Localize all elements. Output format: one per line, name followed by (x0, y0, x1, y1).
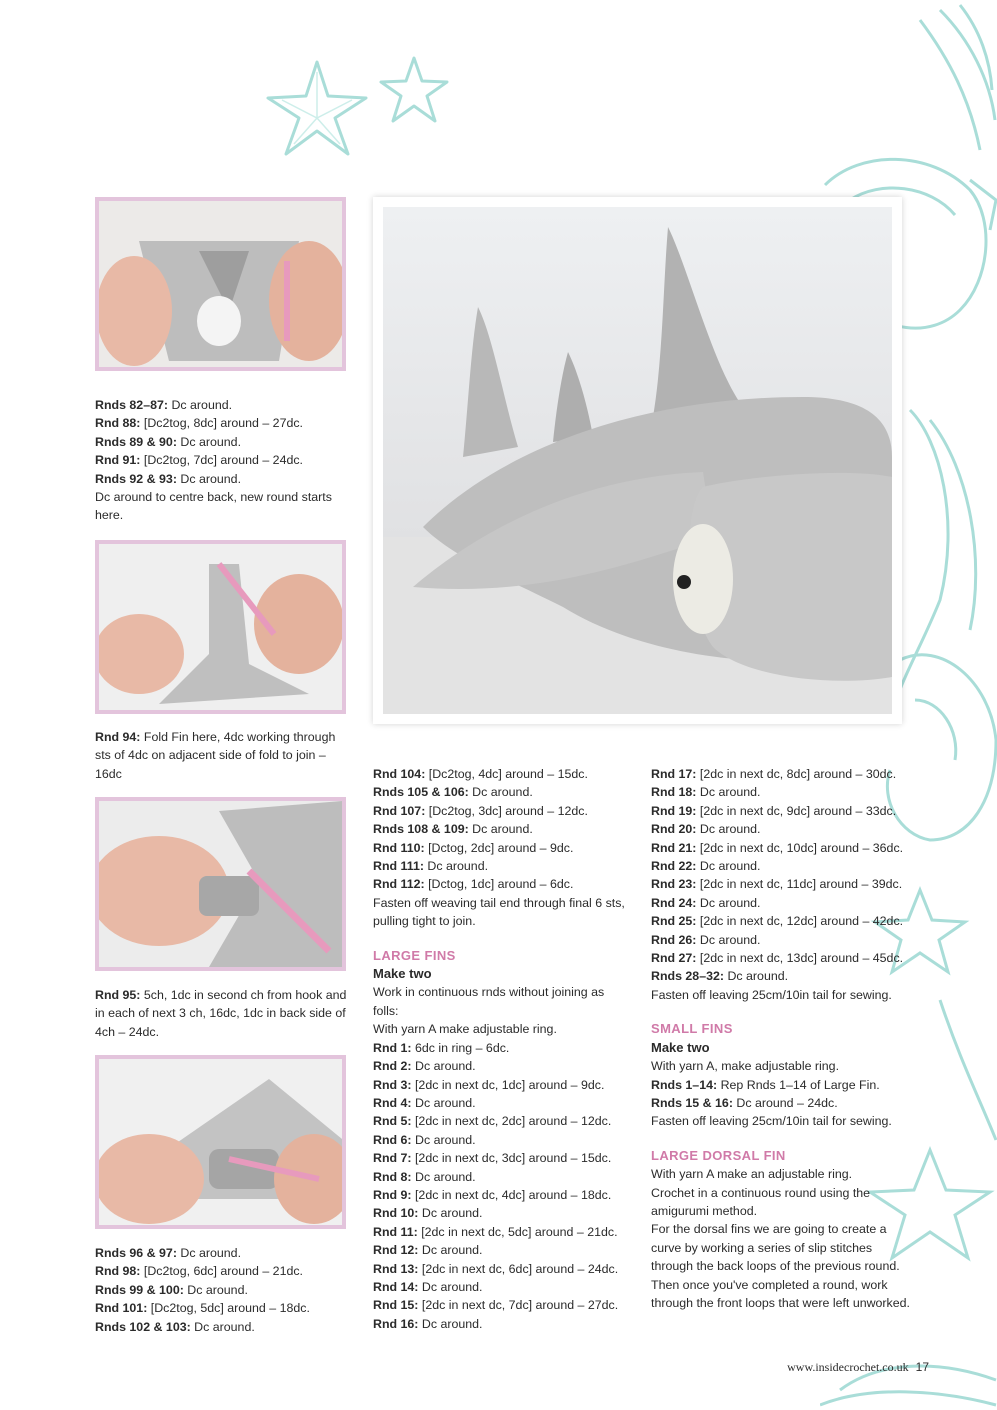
round-label: Rnd 25: (651, 914, 697, 929)
instruction-line (373, 1149, 633, 1167)
instruction-line (373, 1278, 633, 1296)
round-text: Dc around. (418, 1206, 483, 1221)
round-label: Rnd 95: (95, 988, 141, 1002)
round-text: Dc around. (468, 822, 533, 837)
round-label: Rnd 110: (373, 840, 425, 855)
instruction-line (95, 1299, 350, 1317)
round-label: Rnd 16: (373, 1316, 419, 1331)
round-label: Rnds 99 & 100: (95, 1282, 184, 1297)
round-text: Dc around. (176, 471, 242, 486)
instruction-line (373, 1020, 633, 1038)
round-text: [2dc in next dc, 2dc] around – 12dc. (411, 1114, 612, 1129)
instruction-line (651, 1094, 913, 1112)
round-label: Rnd 11: (373, 1224, 418, 1239)
round-text: [2dc in next dc, 7dc] around – 27dc. (418, 1298, 619, 1313)
round-text: Fold Fin here, 4dc working through sts of 4dc on adjacent side of fold to join – 16dc (95, 730, 336, 781)
round-text: Dc around. (183, 1282, 248, 1297)
instruction-line (651, 986, 913, 1004)
instruction-line (95, 433, 350, 451)
instruction-line (373, 1296, 633, 1314)
round-label: Rnds 102 & 103: (95, 1319, 191, 1334)
round-label: Rnd 24: (651, 895, 697, 910)
round-label: Rnd 4: (373, 1095, 412, 1110)
round-label: Rnd 104: (373, 767, 426, 781)
round-label: Rnd 101: (95, 1301, 148, 1316)
round-text: [2dc in next dc, 6dc] around – 24dc. (418, 1261, 619, 1276)
round-text: [Dc2tog, 6dc] around – 21dc. (140, 1264, 303, 1279)
round-text: [2dc in next dc, 4dc] around – 18dc. (411, 1187, 612, 1202)
instruction-line (651, 1112, 913, 1130)
rounds-82-93 (95, 396, 350, 525)
instruction-line (373, 1315, 633, 1333)
instruction-line (373, 1039, 633, 1057)
crochet-hands-illustration-icon (99, 544, 342, 710)
round-text: For the dorsal fins we are going to create a curve by working a series of slip stitches through the back loops of the previous round. Then once you've completed a round, work through the front loops that were left unworked. (651, 1222, 910, 1310)
instruction-line (373, 894, 633, 931)
step-photo-4 (95, 1055, 346, 1229)
round-label: Rnd 107: (373, 803, 426, 818)
round-label: Rnd 18: (651, 785, 697, 800)
instruction-line (651, 857, 913, 875)
round-text: Dc around. (411, 1132, 476, 1147)
round-text: Dc around. (418, 1243, 483, 1258)
round-label: Rnd 20: (651, 822, 697, 837)
round-text: Dc around to centre back, new round starts here. (95, 490, 332, 523)
instruction-line (95, 470, 350, 488)
round-text: [2dc in next dc, 9dc] around – 33dc. (696, 803, 897, 818)
round-label: Rnd 94: (95, 730, 141, 744)
instruction-line (651, 1165, 913, 1183)
round-text: Dc around. (418, 1279, 483, 1294)
round-text: [Dc2tog, 8dc] around – 27dc. (140, 416, 303, 431)
large-fins-heading: LARGE FINS (373, 947, 456, 963)
instruction-line (373, 1186, 633, 1204)
round-text: With yarn A make adjustable ring. (373, 1022, 557, 1037)
instruction-line (373, 1204, 633, 1222)
instruction-line (95, 451, 350, 469)
round-label: Rnd 26: (651, 932, 697, 947)
round-text: Rep Rnds 1–14 of Large Fin. (717, 1077, 880, 1092)
round-text: [2dc in next dc, 8dc] around – 30dc. (696, 767, 897, 781)
instruction-line (373, 1057, 633, 1075)
instruction-line (373, 1131, 633, 1149)
instruction-line (651, 1184, 913, 1221)
instruction-line (373, 1076, 633, 1094)
round-text: 5ch, 1dc in second ch from hook and in each of next 3 ch, 16dc, 1dc in back side of 4ch – 24dc. (95, 988, 347, 1039)
instruction-line (95, 1318, 350, 1336)
starfish-decoration-icon (378, 55, 450, 127)
round-text: Dc around. (168, 398, 233, 412)
instructions-column-1-d (95, 1244, 350, 1336)
round-text: Dc around. (190, 1319, 255, 1334)
round-label: Rnds 15 & 16: (651, 1095, 733, 1110)
amigurumi-shark-illustration-icon (383, 207, 892, 714)
round-text: [Dc2tog, 4dc] around – 15dc. (425, 767, 588, 781)
large-fins-rounds (373, 983, 633, 1333)
instruction-line (651, 1057, 913, 1075)
round-label: Rnds 28–32: (651, 969, 725, 984)
round-label: Rnd 17: (651, 767, 697, 781)
round-label: Rnds 89 & 90: (95, 434, 177, 449)
instruction-line (373, 820, 633, 838)
instruction-line (651, 765, 913, 783)
round-label: Rnd 8: (373, 1169, 412, 1184)
instruction-line (373, 857, 633, 875)
round-text: [Dctog, 2dc] around – 9dc. (424, 840, 574, 855)
round-text: Dc around. (696, 785, 761, 800)
round-text: Dc around. (696, 822, 761, 837)
round-label: Rnd 112: (373, 877, 425, 892)
small-fins-heading: SMALL FINS (651, 1021, 733, 1037)
instruction-line (373, 983, 633, 1020)
round-text: Dc around. (411, 1059, 476, 1074)
large-dorsal-fin-heading: LARGE DORSAL FIN (651, 1147, 786, 1163)
round-label: Rnd 15: (373, 1298, 419, 1313)
round-text: With yarn A make an adjustable ring. (651, 1167, 853, 1182)
crochet-hands-illustration-icon (99, 801, 342, 967)
round-label: Rnds 92 & 93: (95, 471, 177, 486)
instruction-line (651, 1220, 913, 1312)
step-photo-2 (95, 540, 346, 714)
round-text: Dc around. (423, 859, 489, 874)
starfish-decoration-icon (262, 58, 372, 158)
instruction-line (651, 1076, 913, 1094)
round-text: [Dc2tog, 3dc] around – 12dc. (425, 803, 588, 818)
step-photo-3 (95, 797, 346, 971)
rounds-104-112 (373, 765, 633, 931)
round-label: Rnds 82–87: (95, 398, 169, 412)
round-text: With yarn A, make adjustable ring. (651, 1059, 840, 1074)
instruction-line (373, 1260, 633, 1278)
instruction-line (95, 396, 350, 414)
round-text: [2dc in next dc, 10dc] around – 36dc. (696, 840, 904, 855)
instruction-line (651, 931, 913, 949)
instruction-line (651, 839, 913, 857)
round-label: Rnd 12: (373, 1243, 419, 1258)
instruction-line (373, 1112, 633, 1130)
instruction-line (373, 783, 633, 801)
round-text: Fasten off leaving 25cm/10in tail for sewing. (651, 1114, 892, 1129)
round-label: Rnd 1: (373, 1040, 412, 1055)
round-label: Rnd 6: (373, 1132, 412, 1147)
instruction-line (95, 414, 350, 432)
instruction-line (651, 912, 913, 930)
round-text: [2dc in next dc, 11dc] around – 39dc. (696, 877, 903, 892)
round-label: Rnd 3: (373, 1077, 412, 1092)
round-text: [2dc in next dc, 12dc] around – 42dc. (696, 914, 904, 929)
round-text: [Dctog, 1dc] around – 6dc. (424, 877, 574, 892)
step-photo-1 (95, 197, 346, 371)
instruction-line (95, 1281, 350, 1299)
instruction-line (373, 1223, 633, 1241)
round-text: [Dc2tog, 7dc] around – 24dc. (140, 453, 303, 468)
round-label: Rnd 7: (373, 1151, 412, 1166)
round-label: Rnd 13: (373, 1261, 419, 1276)
crochet-hands-illustration-icon (99, 1059, 342, 1225)
round-label: Rnds 96 & 97: (95, 1246, 177, 1260)
round-label: Rnds 108 & 109: (373, 822, 469, 837)
round-text: Work in continuous rnds without joining as folls: (373, 985, 605, 1018)
instructions-column-1-c (95, 986, 350, 1041)
round-text: [2dc in next dc, 3dc] around – 15dc. (411, 1151, 612, 1166)
round-label: Rnd 19: (651, 803, 697, 818)
round-label: Rnd 111: (373, 859, 424, 874)
crochet-hands-illustration-icon (99, 201, 342, 367)
instruction-line (95, 728, 350, 783)
round-text: Dc around. (468, 785, 533, 800)
instruction-line (95, 1244, 350, 1262)
rounds-96-103 (95, 1244, 350, 1336)
large-fins-make-two: Make two (373, 966, 432, 982)
round-text: Dc around. (411, 1169, 476, 1184)
round-text: [2dc in next dc, 13dc] around – 45dc. (696, 951, 904, 966)
round-label: Rnd 22: (651, 859, 697, 874)
instruction-line (651, 949, 913, 967)
round-text: Dc around. (696, 859, 761, 874)
round-text: [2dc in next dc, 5dc] around – 21dc. (417, 1224, 618, 1239)
round-text: [Dc2tog, 5dc] around – 18dc. (147, 1301, 310, 1316)
instruction-line (651, 802, 913, 820)
round-text: Fasten off leaving 25cm/10in tail for sewing. (651, 987, 892, 1002)
instruction-line (651, 820, 913, 838)
instruction-line (373, 765, 633, 783)
round-text: Dc around. (696, 895, 761, 910)
small-fins-make-two: Make two (651, 1039, 710, 1055)
hammerhead-shark-photo (373, 197, 902, 724)
round-label: Rnds 105 & 106: (373, 785, 469, 800)
round-text: Dc around. (418, 1316, 483, 1331)
round-94 (95, 728, 350, 783)
round-label: Rnd 2: (373, 1059, 412, 1074)
round-label: Rnd 21: (651, 840, 697, 855)
round-text: [2dc in next dc, 1dc] around – 9dc. (411, 1077, 605, 1092)
round-label: Rnd 10: (373, 1206, 419, 1221)
instruction-line (373, 802, 633, 820)
small-fins-rounds (651, 1057, 913, 1131)
instruction-line (651, 783, 913, 801)
instruction-line (95, 986, 350, 1041)
instruction-line (373, 1168, 633, 1186)
round-label: Rnd 27: (651, 951, 697, 966)
instructions-column-2 (373, 765, 633, 1333)
instruction-line (651, 967, 913, 985)
round-label: Rnd 98: (95, 1264, 141, 1279)
round-label: Rnd 23: (651, 877, 697, 892)
round-text: Crochet in a continuous round using the amigurumi method. (651, 1185, 871, 1218)
instruction-line (95, 1262, 350, 1280)
round-text: Dc around. (724, 969, 789, 984)
round-label: Rnd 9: (373, 1187, 412, 1202)
rounds-17-32 (651, 765, 913, 1004)
round-text: Dc around – 24dc. (732, 1095, 838, 1110)
instruction-line (373, 875, 633, 893)
instruction-line (651, 875, 913, 893)
dorsal-fin-instructions (651, 1165, 913, 1312)
round-text: Fasten off weaving tail end through final 6 sts, pulling tight to join. (373, 895, 625, 929)
instructions-column-1-b (95, 728, 350, 783)
round-label: Rnd 88: (95, 416, 141, 431)
page-number: 17 (915, 1360, 929, 1374)
instruction-line (373, 839, 633, 857)
website-url[interactable]: www.insidecrochet.co.uk (787, 1360, 909, 1374)
round-text: 6dc in ring – 6dc. (411, 1040, 510, 1055)
instruction-line (651, 894, 913, 912)
round-text: Dc around. (176, 434, 242, 449)
round-text: Dc around. (411, 1095, 476, 1110)
round-text: Dc around. (176, 1246, 242, 1260)
instruction-line (373, 1241, 633, 1259)
instruction-line (95, 488, 350, 525)
round-text: Dc around. (696, 932, 761, 947)
instructions-column-3 (651, 765, 913, 1312)
round-label: Rnd 91: (95, 453, 141, 468)
round-label: Rnds 1–14: (651, 1077, 718, 1092)
instructions-column-1 (95, 396, 350, 525)
instruction-line (373, 1094, 633, 1112)
round-label: Rnd 14: (373, 1279, 419, 1294)
round-label: Rnd 5: (373, 1114, 412, 1129)
round-95 (95, 986, 350, 1041)
page-footer (787, 1360, 929, 1375)
